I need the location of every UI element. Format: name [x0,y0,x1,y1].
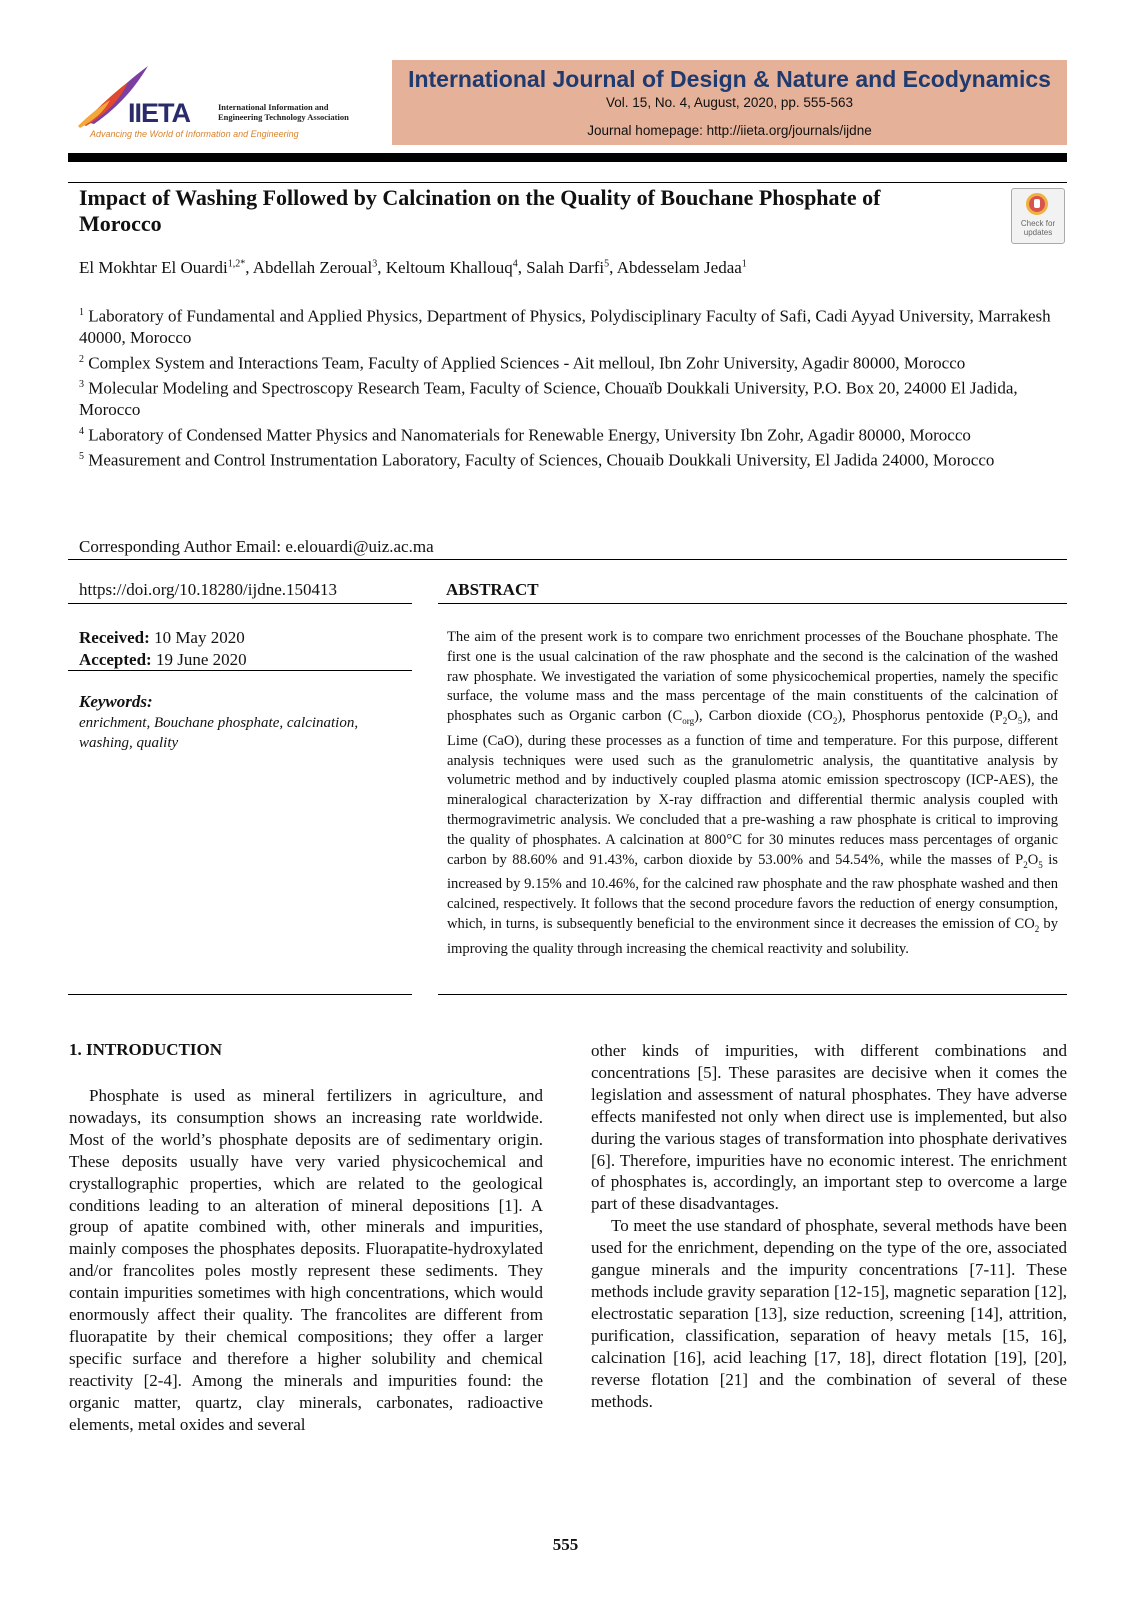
affiliation: $^5$ Measurement and Control Instrumentation Laboratory, Faculty of Sciences, Chouaib Doukkali University, El Jadida 24000, Morocco [79,450,995,470]
keywords-list: enrichment, Bouchane phosphate, calcination, washing, quality [79,715,359,751]
affiliation: $^2$ Complex System and Interactions Team, Faculty of Applied Sciences - Ait melloul, Ibn Zohr University, Agadir 80000, Morocco [79,353,966,373]
affiliation: $^3$ Molecular Modeling and Spectroscopy Research Team, Faculty of Science, Chouaïb Doukkali University, P.O. Box 20, 24000 El Jadida, Morocco [79,378,1018,420]
iieta-logo [76,62,376,142]
keywords-heading: Keywords: [79,692,153,711]
header-divider [68,153,1067,162]
abstract-heading: ABSTRACT [446,580,539,599]
check-updates-label: Check for updates [1020,219,1056,237]
bookmark-icon [1026,193,1048,215]
divider [438,994,1067,995]
received-date: Received: 10 May 2020 [79,628,245,647]
affiliation-list [79,302,1054,471]
divider [438,603,1067,604]
logo-tagline: Advancing the World of Information and Engineering [90,129,299,139]
paragraph: other kinds of impurities, with different combinations and concentrations [5]. These parasites are decisive when it comes the legislation and assessment of natural phosphates. They have adverse effects manifested not only when direct use is implemented, but also during the various stages of transformation into phosphate derivatives [6]. Therefore, impurities have no economic interest. The enrichment of phosphates is, accordingly, an important step to overcome a large part of these disadvantages. [591,1041,1067,1214]
affiliation: $^1$ Laboratory of Fundamental and Applied Physics, Department of Physics, Polydisciplinary Faculty of Safi, Cadi Ayyad University, Marrakesh 40000, Morocco [79,306,1051,348]
article-dates [79,627,247,671]
logo-org-line2: Engineering Technology Association [218,112,349,122]
abstract-text: The aim of the present work is to compare two enrichment processes of the Bouchane phosphate. The first one is the usual calcination of the raw phosphate and the second is the calcination of the washed raw phosphate. We investigated the variation of some physicochemical properties, namely the specific surface, the volume mass and the mass percentage of the main constituents of the calcination of phosphates such as Organic carbon $(C_{org})$, Carbon dioxide $(CO_2)$, Phosphorus pentoxide $(P_2O_5)$, and Lime (CaO), during these processes as a function of time and temperature. For this purpose, different analysis techniques were used such as the granulometric analysis, the quantitative analysis by volumetric method and by inductively coupled plasma atomic emission spectroscopy (ICP-AES), the mineralogical characterization by X-ray diffraction and differential thermic analysis coupled with thermogravimetric analysis. We concluded that a pre-washing a raw phosphate is critical to improving the quality of phosphates. A calcination at 800°C for 30 minutes reduces mass percentages of organic carbon by 88.60% and 91.43%, carbon dioxide by 53.00% and 54.54%, while the masses of $P_2O_5$ is increased by 9.15% and 10.46%, for the calcined raw phosphate and the raw phosphate washed and then calcined, respectively. It follows that the second procedure favors the reduction of energy consumption, which, in turns, is subsequently beneficial to the environment since it decreases the emission of $CO_2$ by improving the quality through increasing the chemical reactivity and solubility. [447,629,1058,957]
journal-homepage-link[interactable]: Journal homepage: http://iieta.org/journals/ijdne [587,123,872,138]
divider [68,994,412,995]
logo-org-line1: International Information and [218,102,329,112]
author: Salah Darfi [526,258,605,277]
body-column-right [591,1040,1067,1412]
check-for-updates-button[interactable] [1011,188,1065,244]
corresponding-author-email[interactable]: Corresponding Author Email: e.elouardi@uiz.ac.ma [79,537,434,556]
paper-title: Impact of Washing Followed by Calcination on the Quality of Bouchane Phosphate of Morocco [79,185,881,236]
divider [68,559,1067,560]
doi-link[interactable]: https://doi.org/10.18280/ijdne.150413 [79,580,337,599]
page-number: 555 [552,1535,579,1554]
author: Keltoum Khallouq [385,258,513,277]
divider [68,603,412,604]
affiliation: $^4$ Laboratory of Condensed Matter Physics and Nanomaterials for Renewable Energy, University Ibn Zohr, Agadir 80000, Morocco [79,425,971,445]
journal-title: International Journal of Design & Nature and Ecodynamics [408,66,1051,92]
author: El Mokhtar El Ouardi [79,258,228,277]
divider [68,670,412,671]
paragraph: Phosphate is used as mineral fertilizers in agriculture, and nowadays, its consumption shows an increasing rate worldwide. Most of the world’s phosphate deposits are of sedimentary origin. These deposits usually have very varied physicochemical and crystallographic properties, which are related to the geological conditions leading to an alteration of mineral depositions [1]. A group of apatite combined with, other minerals and impurities, mainly composes the phosphates deposits. Fluorapatite-hydroxylated and/or francolites poles mostly represent these sediments. They contain impurities sometimes with high concentrations, which would enormously affect their quality. The francolites are different from fluorapatite by their chemical compositions; they offer a larger specific surface and therefore a higher solubility and chemical reactivity [2-4]. Among the minerals and impurities found: the organic matter, quartz, clay minerals, carbonates, radioactive elements, metal oxides and several [69,1086,543,1434]
author: Abdellah Zeroual [252,258,373,277]
body-column-left [69,1085,543,1436]
section-heading-introduction: 1. INTRODUCTION [69,1040,223,1059]
author-list: El Mokhtar El Ouardi$^{1,2*}$, Abdellah Zeroual$^3$, Keltoum Khallouq$^4$, Salah Darfi$^5$, Abdesselam Jedaa$^1$ [79,258,747,277]
accepted-date: Accepted: 19 June 2020 [79,650,247,669]
journal-volume: Vol. 15, No. 4, August, 2020, pp. 555-563 [606,95,853,110]
title-divider [68,182,1067,183]
journal-banner [392,60,1067,145]
author: Abdesselam Jedaa [616,258,742,277]
paragraph: To meet the use standard of phosphate, several methods have been used for the enrichment, depending on the type of the ore, associated gangue minerals and the impurity concentrations [7-11]. These methods include gravity separation [12-15], magnetic separation [12], electrostatic separation [13], size reduction, screening [14], attrition, purification, classification, separation of heavy metals [15, 16], calcination [16], acid leaching [17, 18], direct flotation [19], [20], reverse flotation [21] and the combination of several of these methods. [591,1216,1067,1411]
logo-brand: IIETA [128,98,190,128]
